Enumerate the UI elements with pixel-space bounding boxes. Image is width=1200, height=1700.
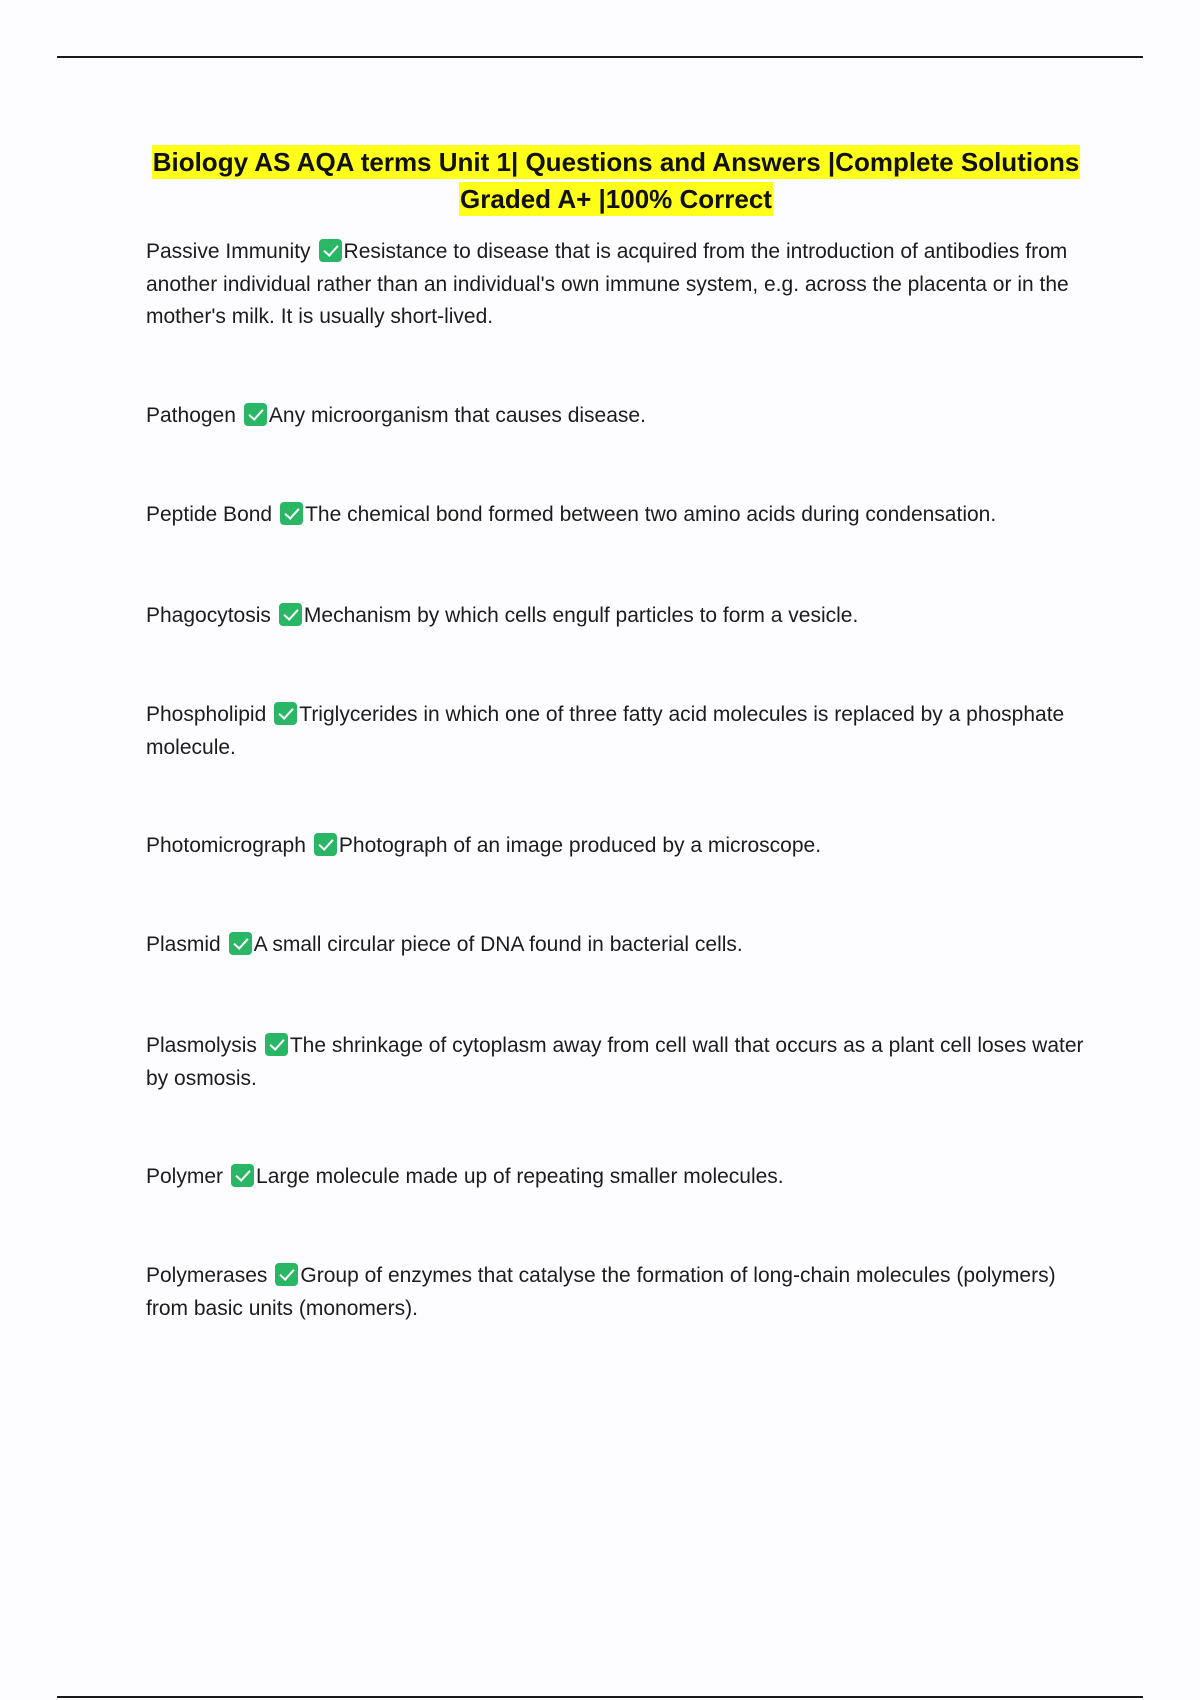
term-entry-phagocytosis (146, 600, 1086, 633)
term-entry-passive-immunity (146, 236, 1086, 334)
term-name: Phagocytosis (146, 604, 271, 627)
check-mark-icon (229, 932, 252, 955)
footer-rule (57, 1696, 1143, 1698)
term-name: Phospholipid (146, 703, 267, 726)
term-entry-polymerases (146, 1260, 1086, 1325)
title-line-2: Graded A+ |100% Correct (460, 184, 772, 214)
check-mark-icon (244, 403, 267, 426)
term-definition: The chemical bond formed between two amino acids during condensation. (305, 503, 997, 526)
document-title (100, 144, 1132, 218)
check-mark-icon (279, 603, 302, 626)
term-entry-phospholipid (146, 699, 1086, 764)
term-entry-peptide-bond (146, 499, 1086, 532)
term-definition: The shrinkage of cytoplasm away from cell wall that occurs as a plant cell loses water by osmosis. (146, 1034, 1084, 1090)
title-line-1: Biology AS AQA terms Unit 1| Questions and Answers |Complete Solutions (152, 147, 1080, 177)
check-mark-icon (265, 1033, 288, 1056)
term-definition: A small circular piece of DNA found in bacterial cells. (253, 933, 743, 956)
term-name: Pathogen (146, 404, 236, 427)
check-mark-icon (275, 1263, 298, 1286)
term-definition: Mechanism by which cells engulf particles to form a vesicle. (303, 604, 859, 627)
term-definition: Any microorganism that causes disease. (268, 404, 646, 427)
check-mark-icon (280, 502, 303, 525)
term-entry-pathogen (146, 400, 1086, 433)
check-mark-icon (314, 833, 337, 856)
term-name: Plasmid (146, 933, 221, 956)
check-mark-icon (274, 702, 297, 725)
term-name: Peptide Bond (146, 503, 273, 526)
term-name: Passive Immunity (146, 240, 311, 263)
term-definition: Triglycerides in which one of three fatty acid molecules is replaced by a phosphate molecule. (146, 703, 1065, 759)
term-entry-plasmid (146, 929, 1086, 962)
term-definition: Resistance to disease that is acquired from the introduction of antibodies from another individual rather than an individual's own immune system, e.g. across the placenta or in the mother's milk. It is usually short-lived. (146, 240, 1069, 328)
term-definition: Large molecule made up of repeating smaller molecules. (256, 1165, 784, 1188)
term-entry-photomicrograph (146, 830, 1086, 863)
term-name: Polymerases (146, 1264, 268, 1287)
check-mark-icon (231, 1164, 254, 1187)
term-entry-polymer (146, 1161, 1086, 1194)
term-name: Plasmolysis (146, 1034, 257, 1057)
header-rule (57, 56, 1143, 58)
term-definition: Group of enzymes that catalyse the formation of long-chain molecules (polymers) from basic units (monomers). (146, 1264, 1056, 1320)
check-mark-icon (319, 239, 342, 262)
term-name: Polymer (146, 1165, 224, 1188)
term-definition: Photograph of an image produced by a microscope. (338, 834, 822, 857)
term-name: Photomicrograph (146, 834, 306, 857)
term-entry-plasmolysis (146, 1030, 1086, 1095)
